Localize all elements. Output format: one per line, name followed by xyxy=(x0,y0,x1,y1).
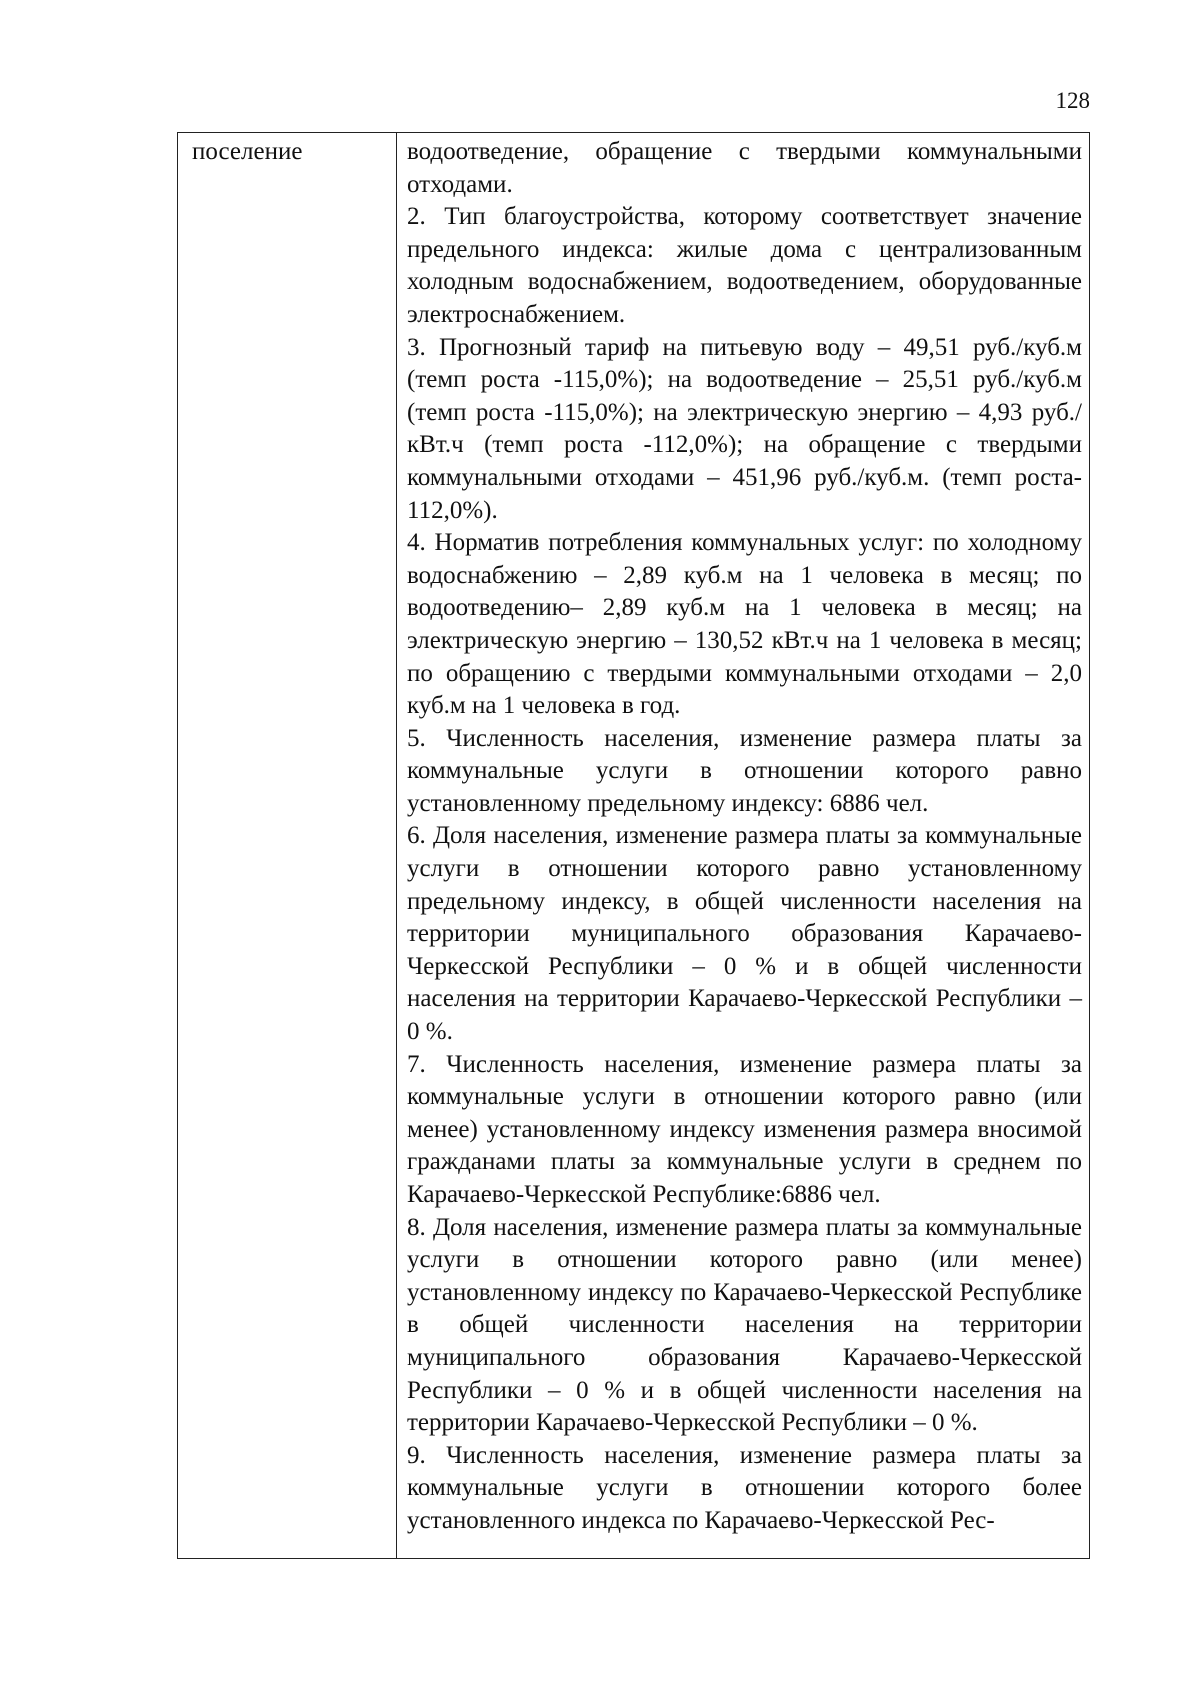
document-table xyxy=(177,132,1090,1559)
paragraph-continuation: водоотведение, обращение с твердыми коммунальными отходами. xyxy=(407,138,1082,198)
page-number: 128 xyxy=(1055,88,1090,113)
paragraph-item-4: 4. Норматив потребления коммунальных услуг: по холодному водоснабжению – 2,89 куб.м на 1 человека в месяц; по водоотведению– 2,89 куб.м на 1 человека в месяц; на электрическую энергию – 130,52 кВт.ч на 1 человека в месяц; по обращению с твердыми коммунальными отходами – 2,0 куб.м на 1 человека в год. xyxy=(407,529,1082,720)
paragraph-item-9: 9. Численность населения, изменение размера платы за коммунальные услуги в отношении которого более установленного индекса по Карачаево-Черкесской Рес- xyxy=(407,1441,1082,1534)
table-cell-description xyxy=(397,133,1089,1558)
table-cell-settlement-type xyxy=(178,133,397,1558)
paragraph-item-7: 7. Численность населения, изменение размера платы за коммунальные услуги в отношении которого равно (или менее) установленному индексу изменения размера вносимой гражданами платы за коммунальные услуги в среднем по Карачаево-Черкесской Республике:6886 чел. xyxy=(407,1050,1082,1208)
paragraph-item-6: 6. Доля населения, изменение размера платы за коммунальные услуги в отношении которого равно установленному предельному индексу, в общей численности населения на территории муниципального образования Карачаево-Черкесской Республики – 0 % и в общей численности населения на территории Карачаево-Черкесской Республики – 0 %. xyxy=(407,822,1082,1046)
paragraph-item-5: 5. Численность населения, изменение размера платы за коммунальные услуги в отношении которого равно установленному предельному индексу: 6886 чел. xyxy=(407,724,1082,817)
paragraph-item-8: 8. Доля населения, изменение размера платы за коммунальные услуги в отношении которого равно (или менее) установленному индексу по Карачаево-Черкесской Республике в общей численности населения на территории муниципального образования Карачаево-Черкесской Республики – 0 % и в общей численности населения на территории Карачаево-Черкесской Республики – 0 %. xyxy=(407,1213,1082,1437)
paragraph-item-2: 2. Тип благоустройства, которому соответствует значение предельного индекса: жилые дома с централизованным холодным водоснабжением, водоотведением, оборудованные электроснабжением. xyxy=(407,203,1082,328)
settlement-type-label: поселение xyxy=(192,138,303,165)
paragraph-item-3: 3. Прогнозный тариф на питьевую воду – 49,51 руб./куб.м (темп роста -115,0%); на водоотведение – 25,51 руб./куб.м (темп роста -115,0%); на электрическую энергию – 4,93 руб./кВт.ч (темп роста -112,0%); на обращение с твердыми коммунальными отходами – 451,96 руб./куб.м. (темп роста- 112,0%). xyxy=(407,333,1082,524)
